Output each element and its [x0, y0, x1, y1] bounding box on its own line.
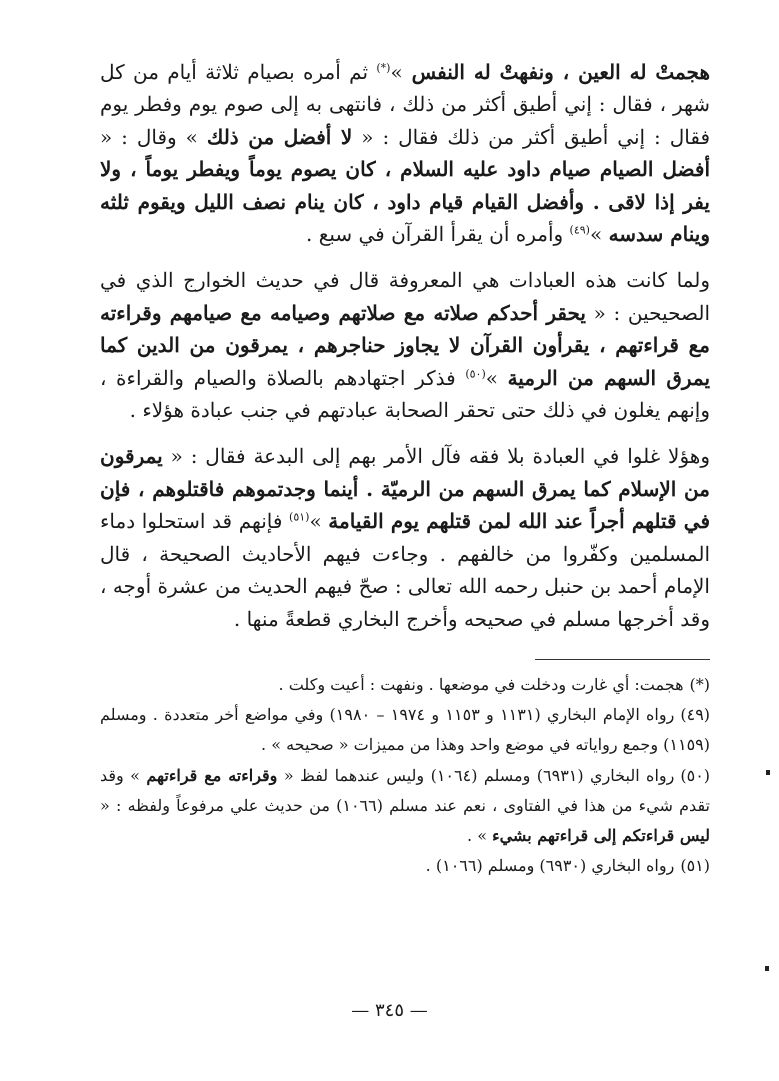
- bold-quote: يحقر أحدكم صلاته مع صلاتهم وصيامه مع صيامهم وقراءته مع قراءتهم ، يقرأون القرآن لا يجاوز حناجرهم ، يمرقون من الدين كما يمرق السهم من الرمية: [100, 300, 711, 390]
- footnotes: [100, 670, 710, 881]
- footnote-number: (٤٩): [680, 705, 711, 725]
- footnote-ref-50: (٥٠): [465, 367, 486, 380]
- scan-mark-1: [766, 770, 770, 775]
- footnote-ref-star: (*): [376, 61, 391, 75]
- footnote-ref-51: (٥١): [289, 510, 310, 524]
- footnote-bold: وقراءته مع قراءتهم: [146, 765, 278, 785]
- scan-mark-2: [765, 966, 769, 971]
- footnote-text: » .: [467, 825, 493, 845]
- bold-quote: يمرقون من الإسلام كما يمرق السهم من الرميّة . أينما وجدتموهم فاقتلوهم ، فإن في قتلهم أجراً عند الله لمن قتلهم يوم القيامة: [100, 444, 711, 534]
- footnote-divider: [535, 659, 710, 660]
- plain-text: وأمره أن يقرأ القرآن في سبع .: [306, 222, 570, 247]
- page-number: — ٣٤٥ —: [351, 1000, 428, 1021]
- book-page: [100, 56, 710, 881]
- footnote-star: [100, 670, 710, 700]
- closing-quote: »: [589, 222, 609, 247]
- paragraph-2: [100, 264, 710, 426]
- footnote-text: رواه البخاري (٦٩٣٠) ومسلم (١٠٦٦) .: [425, 856, 675, 876]
- bold-quote: هجمتْ له العين ، ونفهتْ له النفس: [402, 60, 711, 84]
- footnote-number: (٥١): [680, 856, 710, 876]
- footnote-51: [100, 851, 710, 881]
- closing-quote: »: [485, 365, 508, 390]
- footnote-number: (٥٠): [680, 765, 711, 785]
- footnote-bold: ليس قراءتكم إلى قراءتهم بشيء: [492, 825, 710, 845]
- plain-text: فإنهم قد استحلوا دماء المسلمين وكفّروا من خالفهم . وجاءت فيهم الأحاديث الصحيحة ، قال الإمام أحمد بن حنبل رحمه الله تعالى : صحّ فيهم الحديث من عشرة أوجه ، وقد أخرجها مسلم في صحيحه وأخرج البخاري قطعةً منها .: [100, 509, 710, 631]
- paragraph-3: [100, 440, 710, 634]
- plain-text: وهؤلا غلوا في العبادة بلا فقه فآل الأمر بهم إلى البدعة فقال : «: [162, 444, 710, 469]
- plain-text: ولما كانت هذه العبادات هي المعروفة قال في حديث الخوارج الذي في الصحيحين : «: [100, 268, 710, 325]
- paragraph-1: [100, 56, 710, 250]
- bold-quote: لا أفضل من ذلك: [206, 124, 353, 149]
- plain-text: » وقال : «: [100, 124, 207, 149]
- plain-text: فذكر اجتهادهم بالصلاة والصيام والقراءة ، وإنهم يغلون في ذلك حتى تحقر الصحابة عبادتهم في جنب عبادة هؤلاء .: [100, 365, 710, 423]
- footnote-text: رواه البخاري (٦٩٣١) ومسلم (١٠٦٤) وليس عندهما لفظ «: [277, 765, 675, 785]
- closing-quote: »: [390, 60, 403, 84]
- closing-quote: »: [309, 509, 329, 534]
- footnote-text: هجمت: أي غارت ودخلت في موضعها . ونفهت : أعيت وكلت .: [278, 674, 684, 694]
- plain-text: ثم أمره بصيام ثلاثة أيام من كل شهر ، فقال : إني أطيق أكثر من ذلك ، فانتهى به إلى صوم يوم وفطر يوم فقال : إني أطيق أكثر من ذلك فقال : «: [100, 60, 711, 149]
- footnote-number: (*): [689, 674, 710, 694]
- footnote-49: [100, 700, 710, 760]
- footnote-50: [100, 761, 710, 852]
- bold-quote: أفضل الصيام صيام داود عليه السلام ، كان يصوم يوماً ويفطر يوماً ، ولا يفر إذا لاقى . وأفضل القيام قيام داود ، كان ينام نصف الليل ويقوم ثلثه وينام سدسه: [100, 157, 710, 247]
- footnote-text: رواه الإمام البخاري (١١٣١ و ١١٥٣ و ١٩٧٤ – ١٩٨٠) وفي مواضع أخر متعددة . ومسلم (١١٥٩) وجمع رواياته في موضع واحد وهذا من مميزات « صحيحه » .: [100, 705, 710, 755]
- footnote-ref-49: (٤٩): [569, 223, 590, 237]
- footnote-text: » وقد تقدم شيء من هذا في الفتاوى ، نعم عند مسلم (١٠٦٦) من حديث علي مرفوعاً ولفظه : «: [100, 765, 710, 815]
